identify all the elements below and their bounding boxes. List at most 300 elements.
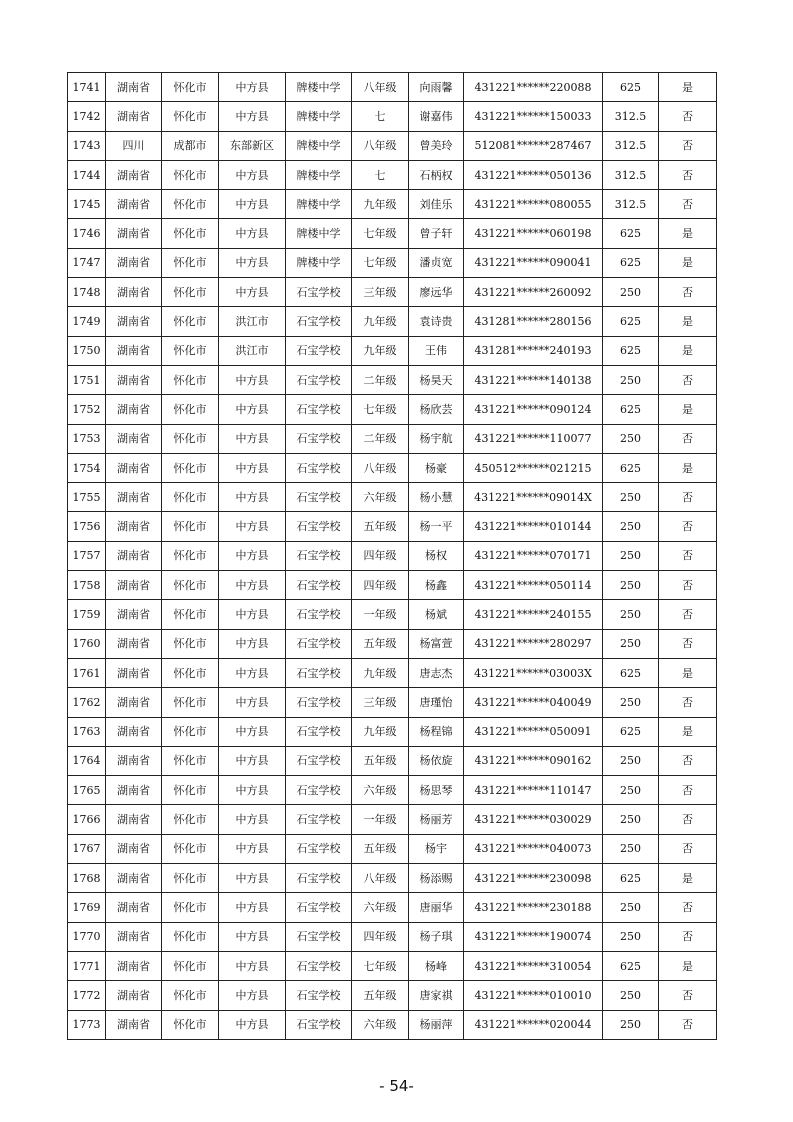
table-row (68, 717, 717, 746)
grade-cell: 一年级 (352, 600, 409, 629)
serial-number-cell: 1753 (68, 424, 106, 453)
province-cell: 湖南省 (106, 688, 162, 717)
grade-cell: 八年级 (352, 864, 409, 893)
grade-cell: 八年级 (352, 131, 409, 160)
city-cell: 怀化市 (162, 395, 219, 424)
student-name-cell: 杨昊天 (409, 365, 464, 394)
serial-number-cell: 1743 (68, 131, 106, 160)
amount-cell: 250 (603, 600, 659, 629)
flag-cell: 是 (659, 864, 717, 893)
amount-cell: 625 (603, 395, 659, 424)
city-cell: 怀化市 (162, 658, 219, 687)
grade-cell: 四年级 (352, 541, 409, 570)
grade-cell: 五年级 (352, 981, 409, 1010)
province-cell: 湖南省 (106, 248, 162, 277)
table-row (68, 336, 717, 365)
amount-cell: 625 (603, 658, 659, 687)
grade-cell: 二年级 (352, 365, 409, 394)
serial-number-cell: 1771 (68, 951, 106, 980)
amount-cell: 625 (603, 453, 659, 482)
student-name-cell: 石柄权 (409, 160, 464, 189)
id-number-cell: 431221******080055 (464, 190, 603, 219)
amount-cell: 625 (603, 336, 659, 365)
id-number-cell: 431221******110147 (464, 776, 603, 805)
province-cell: 湖南省 (106, 600, 162, 629)
school-cell: 石宝学校 (286, 336, 352, 365)
serial-number-cell: 1754 (68, 453, 106, 482)
city-cell: 怀化市 (162, 922, 219, 951)
table-row (68, 541, 717, 570)
school-cell: 石宝学校 (286, 395, 352, 424)
school-cell: 牌楼中学 (286, 160, 352, 189)
flag-cell: 否 (659, 776, 717, 805)
amount-cell: 250 (603, 571, 659, 600)
school-cell: 石宝学校 (286, 981, 352, 1010)
grade-cell: 五年级 (352, 834, 409, 863)
table-row (68, 248, 717, 277)
amount-cell: 250 (603, 746, 659, 775)
city-cell: 怀化市 (162, 981, 219, 1010)
county-cell: 中方县 (219, 922, 286, 951)
student-name-cell: 杨思琴 (409, 776, 464, 805)
grade-cell: 六年级 (352, 776, 409, 805)
city-cell: 怀化市 (162, 190, 219, 219)
school-cell: 石宝学校 (286, 893, 352, 922)
serial-number-cell: 1758 (68, 571, 106, 600)
county-cell: 中方县 (219, 73, 286, 102)
table-row (68, 834, 717, 863)
id-number-cell: 431221******110077 (464, 424, 603, 453)
grade-cell: 三年级 (352, 278, 409, 307)
grade-cell: 九年级 (352, 336, 409, 365)
amount-cell: 625 (603, 307, 659, 336)
flag-cell: 否 (659, 1010, 717, 1039)
serial-number-cell: 1764 (68, 746, 106, 775)
flag-cell: 否 (659, 981, 717, 1010)
student-name-cell: 杨峰 (409, 951, 464, 980)
county-cell: 中方县 (219, 893, 286, 922)
city-cell: 怀化市 (162, 365, 219, 394)
amount-cell: 312.5 (603, 190, 659, 219)
county-cell: 中方县 (219, 571, 286, 600)
student-table (67, 72, 717, 1040)
table-row (68, 219, 717, 248)
school-cell: 石宝学校 (286, 541, 352, 570)
student-name-cell: 杨斌 (409, 600, 464, 629)
grade-cell: 四年级 (352, 571, 409, 600)
flag-cell: 是 (659, 219, 717, 248)
city-cell: 成都市 (162, 131, 219, 160)
county-cell: 中方县 (219, 512, 286, 541)
id-number-cell: 431221******010144 (464, 512, 603, 541)
province-cell: 湖南省 (106, 746, 162, 775)
student-name-cell: 杨富萱 (409, 629, 464, 658)
school-cell: 石宝学校 (286, 571, 352, 600)
city-cell: 怀化市 (162, 600, 219, 629)
grade-cell: 七 (352, 160, 409, 189)
flag-cell: 是 (659, 73, 717, 102)
county-cell: 中方县 (219, 951, 286, 980)
grade-cell: 九年级 (352, 717, 409, 746)
flag-cell: 是 (659, 717, 717, 746)
province-cell: 湖南省 (106, 541, 162, 570)
school-cell: 石宝学校 (286, 776, 352, 805)
amount-cell: 250 (603, 688, 659, 717)
school-cell: 石宝学校 (286, 483, 352, 512)
grade-cell: 四年级 (352, 922, 409, 951)
table-row (68, 629, 717, 658)
county-cell: 中方县 (219, 600, 286, 629)
flag-cell: 否 (659, 190, 717, 219)
id-number-cell: 431221******220088 (464, 73, 603, 102)
student-name-cell: 杨鑫 (409, 571, 464, 600)
county-cell: 中方县 (219, 834, 286, 863)
flag-cell: 否 (659, 600, 717, 629)
student-name-cell: 杨宇 (409, 834, 464, 863)
county-cell: 中方县 (219, 776, 286, 805)
grade-cell: 九年级 (352, 307, 409, 336)
student-name-cell: 王伟 (409, 336, 464, 365)
serial-number-cell: 1761 (68, 658, 106, 687)
grade-cell: 六年级 (352, 483, 409, 512)
province-cell: 湖南省 (106, 776, 162, 805)
city-cell: 怀化市 (162, 248, 219, 277)
school-cell: 石宝学校 (286, 307, 352, 336)
county-cell: 中方县 (219, 219, 286, 248)
grade-cell: 六年级 (352, 893, 409, 922)
flag-cell: 否 (659, 805, 717, 834)
school-cell: 牌楼中学 (286, 219, 352, 248)
amount-cell: 312.5 (603, 131, 659, 160)
grade-cell: 八年级 (352, 453, 409, 482)
table-row (68, 600, 717, 629)
serial-number-cell: 1756 (68, 512, 106, 541)
flag-cell: 否 (659, 278, 717, 307)
flag-cell: 否 (659, 834, 717, 863)
flag-cell: 否 (659, 746, 717, 775)
county-cell: 中方县 (219, 805, 286, 834)
table-row (68, 864, 717, 893)
city-cell: 怀化市 (162, 160, 219, 189)
table-row (68, 453, 717, 482)
school-cell: 石宝学校 (286, 922, 352, 951)
province-cell: 湖南省 (106, 571, 162, 600)
county-cell: 中方县 (219, 248, 286, 277)
school-cell: 牌楼中学 (286, 102, 352, 131)
flag-cell: 否 (659, 512, 717, 541)
amount-cell: 250 (603, 834, 659, 863)
student-name-cell: 向雨馨 (409, 73, 464, 102)
id-number-cell: 431221******310054 (464, 951, 603, 980)
student-name-cell: 曾美玲 (409, 131, 464, 160)
id-number-cell: 431221******050091 (464, 717, 603, 746)
flag-cell: 否 (659, 541, 717, 570)
amount-cell: 625 (603, 73, 659, 102)
county-cell: 洪江市 (219, 307, 286, 336)
city-cell: 怀化市 (162, 336, 219, 365)
city-cell: 怀化市 (162, 278, 219, 307)
student-name-cell: 杨子琪 (409, 922, 464, 951)
table-row (68, 893, 717, 922)
student-name-cell: 唐瑾怡 (409, 688, 464, 717)
flag-cell: 是 (659, 951, 717, 980)
amount-cell: 250 (603, 365, 659, 394)
province-cell: 湖南省 (106, 365, 162, 394)
grade-cell: 九年级 (352, 190, 409, 219)
county-cell: 中方县 (219, 864, 286, 893)
province-cell: 湖南省 (106, 893, 162, 922)
amount-cell: 625 (603, 864, 659, 893)
city-cell: 怀化市 (162, 864, 219, 893)
id-number-cell: 431221******070171 (464, 541, 603, 570)
page-number: - 54- (379, 1077, 414, 1095)
school-cell: 石宝学校 (286, 805, 352, 834)
serial-number-cell: 1773 (68, 1010, 106, 1039)
school-cell: 石宝学校 (286, 834, 352, 863)
table-row (68, 805, 717, 834)
grade-cell: 九年级 (352, 658, 409, 687)
student-name-cell: 杨权 (409, 541, 464, 570)
serial-number-cell: 1768 (68, 864, 106, 893)
amount-cell: 250 (603, 776, 659, 805)
id-number-cell: 431221******230188 (464, 893, 603, 922)
county-cell: 中方县 (219, 1010, 286, 1039)
student-name-cell: 廖远华 (409, 278, 464, 307)
province-cell: 湖南省 (106, 102, 162, 131)
table-body (68, 73, 717, 1040)
city-cell: 怀化市 (162, 893, 219, 922)
county-cell: 中方县 (219, 190, 286, 219)
serial-number-cell: 1741 (68, 73, 106, 102)
table-row (68, 278, 717, 307)
flag-cell: 否 (659, 102, 717, 131)
serial-number-cell: 1749 (68, 307, 106, 336)
student-name-cell: 唐志杰 (409, 658, 464, 687)
county-cell: 中方县 (219, 453, 286, 482)
id-number-cell: 431221******280297 (464, 629, 603, 658)
serial-number-cell: 1750 (68, 336, 106, 365)
flag-cell: 否 (659, 571, 717, 600)
city-cell: 怀化市 (162, 834, 219, 863)
id-number-cell: 450512******021215 (464, 453, 603, 482)
county-cell: 中方县 (219, 395, 286, 424)
serial-number-cell: 1759 (68, 600, 106, 629)
province-cell: 湖南省 (106, 160, 162, 189)
table-row (68, 746, 717, 775)
province-cell: 湖南省 (106, 395, 162, 424)
province-cell: 湖南省 (106, 190, 162, 219)
serial-number-cell: 1751 (68, 365, 106, 394)
id-number-cell: 431221******090124 (464, 395, 603, 424)
school-cell: 石宝学校 (286, 717, 352, 746)
grade-cell: 七年级 (352, 248, 409, 277)
id-number-cell: 431221******050114 (464, 571, 603, 600)
table-row (68, 424, 717, 453)
table-row (68, 688, 717, 717)
serial-number-cell: 1767 (68, 834, 106, 863)
county-cell: 中方县 (219, 102, 286, 131)
county-cell: 中方县 (219, 717, 286, 746)
county-cell: 东部新区 (219, 131, 286, 160)
id-number-cell: 431221******040073 (464, 834, 603, 863)
serial-number-cell: 1748 (68, 278, 106, 307)
amount-cell: 250 (603, 922, 659, 951)
student-name-cell: 唐家祺 (409, 981, 464, 1010)
province-cell: 湖南省 (106, 864, 162, 893)
id-number-cell: 512081******287467 (464, 131, 603, 160)
city-cell: 怀化市 (162, 73, 219, 102)
city-cell: 怀化市 (162, 776, 219, 805)
city-cell: 怀化市 (162, 951, 219, 980)
flag-cell: 否 (659, 131, 717, 160)
city-cell: 怀化市 (162, 746, 219, 775)
county-cell: 中方县 (219, 658, 286, 687)
serial-number-cell: 1762 (68, 688, 106, 717)
city-cell: 怀化市 (162, 453, 219, 482)
id-number-cell: 431281******280156 (464, 307, 603, 336)
province-cell: 湖南省 (106, 307, 162, 336)
city-cell: 怀化市 (162, 219, 219, 248)
flag-cell: 否 (659, 893, 717, 922)
student-name-cell: 杨丽芳 (409, 805, 464, 834)
amount-cell: 250 (603, 512, 659, 541)
serial-number-cell: 1742 (68, 102, 106, 131)
serial-number-cell: 1760 (68, 629, 106, 658)
table-row (68, 102, 717, 131)
city-cell: 怀化市 (162, 805, 219, 834)
id-number-cell: 431221******230098 (464, 864, 603, 893)
student-name-cell: 杨宇航 (409, 424, 464, 453)
grade-cell: 五年级 (352, 629, 409, 658)
province-cell: 湖南省 (106, 219, 162, 248)
grade-cell: 七 (352, 102, 409, 131)
flag-cell: 是 (659, 658, 717, 687)
city-cell: 怀化市 (162, 688, 219, 717)
province-cell: 湖南省 (106, 717, 162, 746)
serial-number-cell: 1747 (68, 248, 106, 277)
id-number-cell: 431281******240193 (464, 336, 603, 365)
id-number-cell: 431221******020044 (464, 1010, 603, 1039)
student-name-cell: 杨依旋 (409, 746, 464, 775)
table-row (68, 981, 717, 1010)
city-cell: 怀化市 (162, 717, 219, 746)
flag-cell: 是 (659, 307, 717, 336)
grade-cell: 八年级 (352, 73, 409, 102)
amount-cell: 625 (603, 717, 659, 746)
amount-cell: 250 (603, 541, 659, 570)
amount-cell: 250 (603, 629, 659, 658)
student-name-cell: 谢嘉伟 (409, 102, 464, 131)
serial-number-cell: 1755 (68, 483, 106, 512)
flag-cell: 是 (659, 248, 717, 277)
province-cell: 湖南省 (106, 951, 162, 980)
city-cell: 怀化市 (162, 102, 219, 131)
grade-cell: 六年级 (352, 1010, 409, 1039)
city-cell: 怀化市 (162, 424, 219, 453)
school-cell: 石宝学校 (286, 629, 352, 658)
id-number-cell: 431221******150033 (464, 102, 603, 131)
table-row (68, 658, 717, 687)
table-row (68, 483, 717, 512)
serial-number-cell: 1757 (68, 541, 106, 570)
grade-cell: 七年级 (352, 951, 409, 980)
county-cell: 中方县 (219, 365, 286, 394)
table-row (68, 365, 717, 394)
school-cell: 石宝学校 (286, 512, 352, 541)
county-cell: 中方县 (219, 541, 286, 570)
id-number-cell: 431221******190074 (464, 922, 603, 951)
table-row (68, 776, 717, 805)
table-row (68, 922, 717, 951)
student-name-cell: 潘贞宽 (409, 248, 464, 277)
student-name-cell: 杨添赐 (409, 864, 464, 893)
serial-number-cell: 1765 (68, 776, 106, 805)
school-cell: 石宝学校 (286, 951, 352, 980)
table-row (68, 512, 717, 541)
table-row (68, 160, 717, 189)
province-cell: 湖南省 (106, 629, 162, 658)
county-cell: 中方县 (219, 483, 286, 512)
student-name-cell: 杨豪 (409, 453, 464, 482)
city-cell: 怀化市 (162, 483, 219, 512)
county-cell: 中方县 (219, 688, 286, 717)
province-cell: 湖南省 (106, 336, 162, 365)
table-row (68, 395, 717, 424)
province-cell: 湖南省 (106, 278, 162, 307)
grade-cell: 二年级 (352, 424, 409, 453)
serial-number-cell: 1772 (68, 981, 106, 1010)
serial-number-cell: 1744 (68, 160, 106, 189)
school-cell: 石宝学校 (286, 658, 352, 687)
flag-cell: 否 (659, 365, 717, 394)
amount-cell: 250 (603, 1010, 659, 1039)
student-name-cell: 袁诗贵 (409, 307, 464, 336)
flag-cell: 是 (659, 336, 717, 365)
city-cell: 怀化市 (162, 541, 219, 570)
id-number-cell: 431221******060198 (464, 219, 603, 248)
table-row (68, 571, 717, 600)
amount-cell: 250 (603, 981, 659, 1010)
province-cell: 湖南省 (106, 453, 162, 482)
id-number-cell: 431221******240155 (464, 600, 603, 629)
id-number-cell: 431221******140138 (464, 365, 603, 394)
id-number-cell: 431221******040049 (464, 688, 603, 717)
school-cell: 牌楼中学 (286, 73, 352, 102)
table-row (68, 73, 717, 102)
id-number-cell: 431221******090041 (464, 248, 603, 277)
id-number-cell: 431221******260092 (464, 278, 603, 307)
city-cell: 怀化市 (162, 629, 219, 658)
id-number-cell: 431221******03003X (464, 658, 603, 687)
flag-cell: 是 (659, 395, 717, 424)
grade-cell: 七年级 (352, 395, 409, 424)
grade-cell: 三年级 (352, 688, 409, 717)
province-cell: 湖南省 (106, 73, 162, 102)
county-cell: 中方县 (219, 981, 286, 1010)
grade-cell: 五年级 (352, 746, 409, 775)
table-row (68, 1010, 717, 1039)
amount-cell: 312.5 (603, 160, 659, 189)
school-cell: 石宝学校 (286, 746, 352, 775)
school-cell: 石宝学校 (286, 1010, 352, 1039)
grade-cell: 七年级 (352, 219, 409, 248)
flag-cell: 否 (659, 424, 717, 453)
amount-cell: 312.5 (603, 102, 659, 131)
flag-cell: 是 (659, 453, 717, 482)
school-cell: 石宝学校 (286, 600, 352, 629)
county-cell: 洪江市 (219, 336, 286, 365)
amount-cell: 625 (603, 219, 659, 248)
